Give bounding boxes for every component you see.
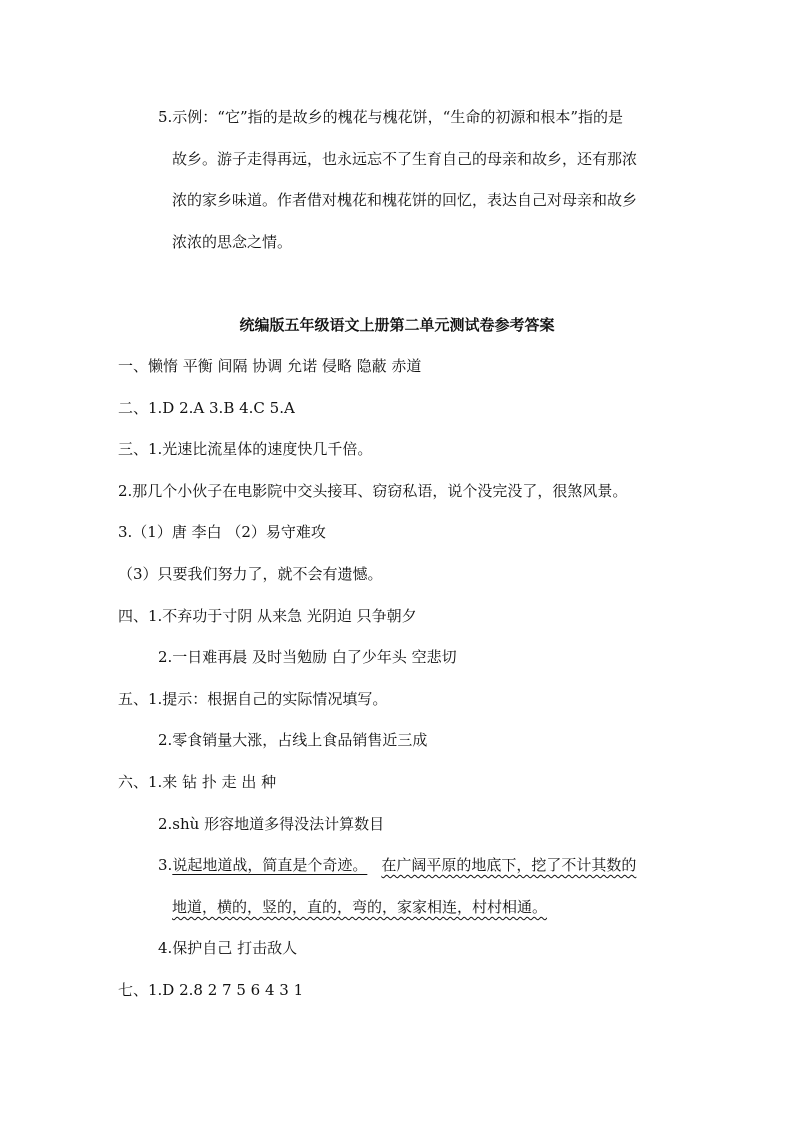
q5-line-4: 浓浓的思念之情。: [172, 233, 293, 251]
section-3-item-1: 三、1.光速比流星体的速度快几千倍。: [118, 440, 373, 458]
section-7-answers: 七、1.D 2.8 2 7 5 6 4 3 1: [118, 981, 304, 999]
page-title: 统编版五年级语文上册第二单元测试卷参考答案: [239, 316, 555, 334]
q5-line-1: 5.示例：“它”指的是故乡的槐花与槐花饼，“生命的初源和根本”指的是: [158, 108, 623, 126]
wavy-underlined-sentence: 在广阔平原的地底下，挖了不计其数的: [381, 856, 637, 874]
section-6-item-3-number: 3.: [158, 856, 173, 874]
section-6-item-4: 4.保护自己 打击敌人: [158, 939, 298, 957]
wavy-underlined-sentence-continued: 地道，横的，竖的，直的，弯的，家家相连，村村相通。: [172, 898, 548, 916]
section-3-item-3-sub: （3）只要我们努力了，就不会有遗憾。: [118, 565, 383, 583]
section-6-item-2: 2.shù 形容地道多得没法计算数目: [158, 815, 385, 833]
section-3-item-2: 2.那几个小伙子在电影院中交头接耳、窃窃私语，说个没完没了，很煞风景。: [118, 482, 628, 500]
section-6-item-3: [158, 855, 636, 875]
q5-line-2: 故乡。游子走得再远，也永远忘不了生育自己的母亲和故乡，还有那浓: [172, 150, 638, 168]
section-2-answers: 二、1.D 2.A 3.B 4.C 5.A: [118, 399, 295, 417]
section-4-item-2: 2.一日难再晨 及时当勉励 白了少年头 空悲切: [158, 648, 457, 666]
section-3-item-3: 3.（1）唐 李白 （2）易守难攻: [118, 523, 326, 541]
section-6-item-3-continued: [172, 897, 547, 917]
straight-underlined-sentence: 说起地道战，简直是个奇迹。: [172, 856, 368, 874]
section-5-item-2: 2.零食销量大涨，占线上食品销售近三成: [158, 731, 428, 749]
q5-line-3: 浓的家乡味道。作者借对槐花和槐花饼的回忆，表达自己对母亲和故乡: [172, 191, 638, 209]
section-6-item-1: 六、1.来 钻 扑 走 出 种: [118, 773, 277, 791]
section-1-answers: 一、懒惰 平衡 间隔 协调 允诺 侵略 隐蔽 赤道: [118, 357, 422, 375]
section-5-item-1: 五、1.提示：根据自己的实际情况填写。: [118, 690, 388, 708]
section-4-item-1: 四、1.不弃功于寸阴 从来急 光阴迫 只争朝夕: [118, 607, 417, 625]
